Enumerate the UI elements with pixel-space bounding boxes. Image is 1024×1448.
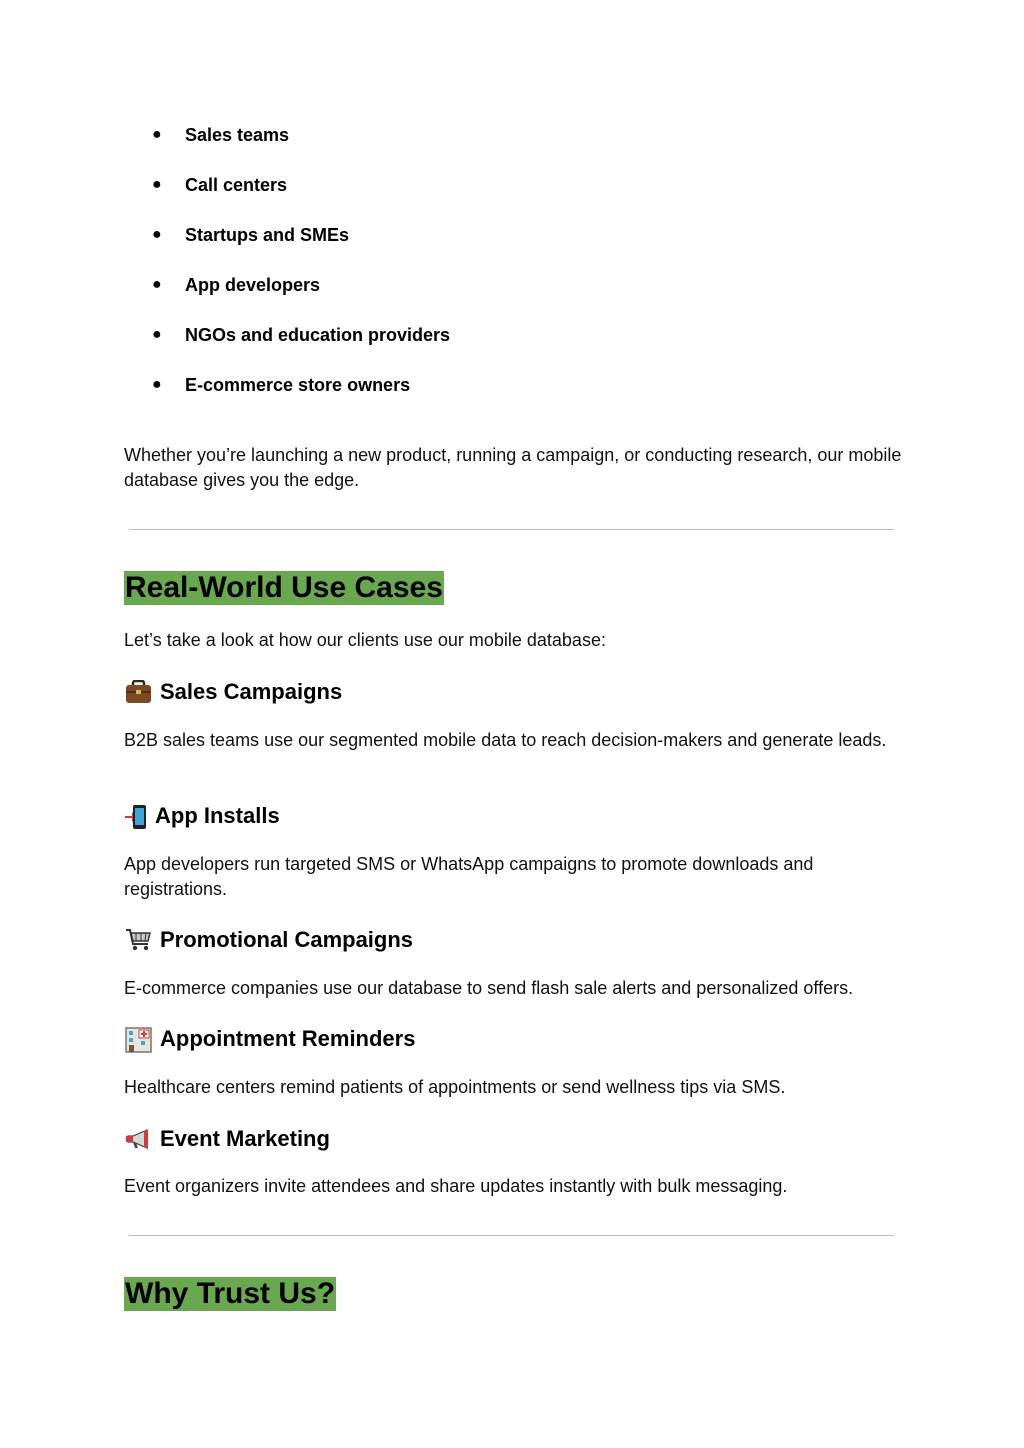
- case-body-sales-campaigns: B2B sales teams use our segmented mobile data to reach decision-makers and generate leads.: [124, 730, 887, 750]
- list-item: [152, 323, 450, 347]
- case-title: Appointment Reminders: [160, 1026, 416, 1051]
- bullet-icon: ●: [152, 226, 162, 243]
- intro-paragraph: Whether you’re launching a new product, running a campaign, or conducting research, our mobile database gives you the edge.: [124, 445, 902, 490]
- case-heading-app-installs: [125, 801, 280, 831]
- bullet-icon: ●: [152, 176, 162, 193]
- case-title: Event Marketing: [160, 1126, 330, 1151]
- list-item: [152, 123, 289, 147]
- case-title: Sales Campaigns: [160, 679, 343, 704]
- list-item-label: App developers: [185, 274, 321, 295]
- mobile-phone-arrow-icon: [125, 804, 147, 828]
- use-cases-lead: Let’s take a look at how our clients use our mobile database:: [124, 630, 606, 650]
- hospital-icon: [125, 1027, 152, 1051]
- section-heading-use-cases: Real-World Use Cases: [125, 571, 443, 604]
- horizontal-divider: [129, 1235, 894, 1236]
- bullet-icon: ●: [152, 126, 162, 143]
- bullet-icon: ●: [152, 276, 162, 293]
- section-heading-trust: Why Trust Us?: [125, 1277, 336, 1310]
- case-title: App Installs: [155, 803, 280, 828]
- list-item-label: E-commerce store owners: [185, 374, 411, 395]
- horizontal-divider: [129, 529, 894, 530]
- case-title: Promotional Campaigns: [160, 927, 414, 952]
- case-heading-appointment-reminders: [125, 1024, 415, 1054]
- bullet-icon: ●: [152, 376, 162, 393]
- case-body-app-installs: App developers run targeted SMS or WhatsApp campaigns to promote downloads and registrations.: [124, 854, 814, 899]
- list-item: [152, 173, 287, 197]
- case-heading-event-marketing: [125, 1124, 330, 1154]
- case-heading-sales-campaigns: [125, 677, 342, 707]
- list-item-label: Sales teams: [185, 124, 290, 145]
- list-item: [152, 373, 410, 397]
- list-item-label: Startups and SMEs: [185, 224, 350, 245]
- list-item: [152, 223, 349, 247]
- briefcase-icon: [125, 680, 152, 704]
- case-body-appointment-reminders: Healthcare centers remind patients of appointments or send wellness tips via SMS.: [124, 1077, 786, 1097]
- case-heading-promotional-campaigns: [125, 925, 413, 955]
- case-body-promotional-campaigns: E-commerce companies use our database to send flash sale alerts and personalized offers.: [124, 978, 854, 998]
- list-item-label: Call centers: [185, 174, 288, 195]
- shopping-cart-icon: [125, 928, 152, 952]
- megaphone-icon: [125, 1127, 152, 1151]
- case-body-event-marketing: Event organizers invite attendees and share updates instantly with bulk messaging.: [124, 1176, 788, 1196]
- bullet-icon: ●: [152, 326, 162, 343]
- list-item-label: NGOs and education providers: [185, 324, 451, 345]
- list-item: [152, 273, 320, 297]
